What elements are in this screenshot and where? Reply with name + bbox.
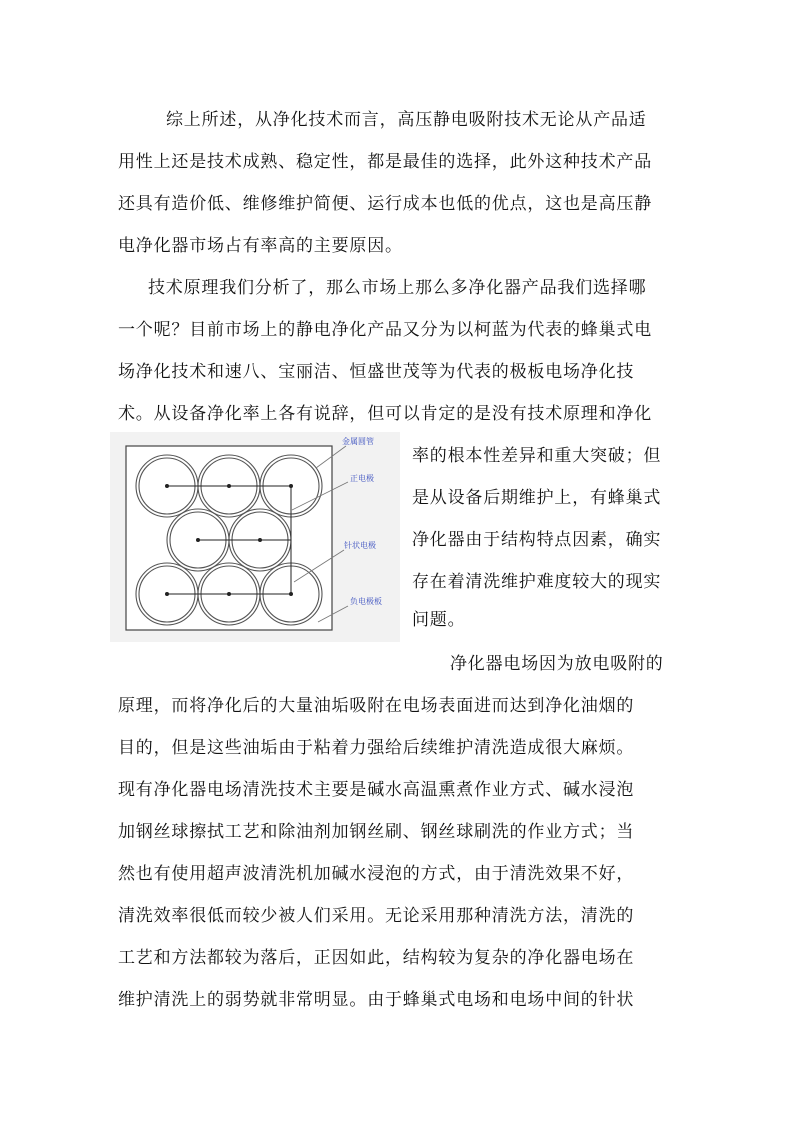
paragraph-2-line-7: 净化器由于结构特点因素，确实 xyxy=(412,530,662,550)
paragraph-2-line-1: 技术原理我们分析了，那么市场上那么多净化器产品我们选择哪 xyxy=(148,278,647,298)
electrode-diagram-svg xyxy=(110,432,400,642)
paragraph-3-line-5: 加钢丝球擦拭工艺和除油剂加钢丝刷、钢丝球刷洗的作业方式；当 xyxy=(118,822,635,842)
paragraph-3-line-7: 清洗效率很低而较少被人们采用。无论采用那种清洗方法，清洗的 xyxy=(118,906,635,926)
label-negative-plate: 负电极板 xyxy=(350,597,382,606)
paragraph-3-line-3: 目的，但是这些油垢由于粘着力强给后续维护清洗造成很大麻烦。 xyxy=(118,738,635,758)
paragraph-1-line-3: 还具有造价低、维修维护简便、运行成本也低的优点，这也是高压静 xyxy=(118,194,652,214)
paragraph-1-line-1: 综上所述，从净化技术而言，高压静电吸附技术无论从产品适 xyxy=(166,110,647,130)
paragraph-3-line-9: 维护清洗上的弱势就非常明显。由于蜂巢式电场和电场中间的针状 xyxy=(118,990,635,1010)
paragraph-2-line-4: 术。从设备净化率上各有说辞，但可以肯定的是没有技术原理和净化 xyxy=(118,404,652,424)
needle-electrode xyxy=(165,484,169,488)
paragraph-3-line-8: 工艺和方法都较为落后，正因如此，结构较为复杂的净化器电场在 xyxy=(118,948,635,968)
paragraph-2-line-8: 存在着清洗维护难度较大的现实 xyxy=(412,572,662,592)
paragraph-2-line-2: 一个呢？目前市场上的静电净化产品又分为以柯蓝为代表的蜂巢式电 xyxy=(118,320,652,340)
needle-electrode xyxy=(289,484,293,488)
label-metal-tube: 金属圆管 xyxy=(342,437,374,446)
electric-field-diagram xyxy=(110,432,400,642)
paragraph-3-line-1: 净化器电场因为放电吸附的 xyxy=(450,654,664,674)
needle-electrode xyxy=(165,592,169,596)
paragraph-1-line-4: 电净化器市场占有率高的主要原因。 xyxy=(118,236,403,256)
paragraph-1-line-2: 用性上还是技术成熟、稳定性，都是最佳的选择，此外这种技术产品 xyxy=(118,152,652,172)
needle-electrode xyxy=(289,592,293,596)
needle-electrode xyxy=(227,484,231,488)
paragraph-2-line-5: 率的根本性差异和重大突破；但 xyxy=(412,446,662,466)
label-needle-electrode: 针状电极 xyxy=(344,541,376,550)
paragraph-3-line-6: 然也有使用超声波清洗机加碱水浸泡的方式，由于清洗效果不好， xyxy=(118,864,635,884)
paragraph-3-line-2: 原理，而将净化后的大量油垢吸附在电场表面进而达到净化油烟的 xyxy=(118,696,635,716)
label-positive-electrode: 正电极 xyxy=(350,474,374,483)
paragraph-2-line-6: 是从设备后期维护上，有蜂巢式 xyxy=(412,488,662,508)
paragraph-2-line-3: 场净化技术和速八、宝丽洁、恒盛世茂等为代表的极板电场净化技 xyxy=(118,362,635,382)
needle-electrode xyxy=(258,538,262,542)
paragraph-3-line-4: 现有净化器电场清洗技术主要是碱水高温熏煮作业方式、碱水浸泡 xyxy=(118,780,635,800)
needle-electrode xyxy=(227,592,231,596)
paragraph-2-line-9: 问题。 xyxy=(412,610,466,630)
needle-electrode xyxy=(196,538,200,542)
